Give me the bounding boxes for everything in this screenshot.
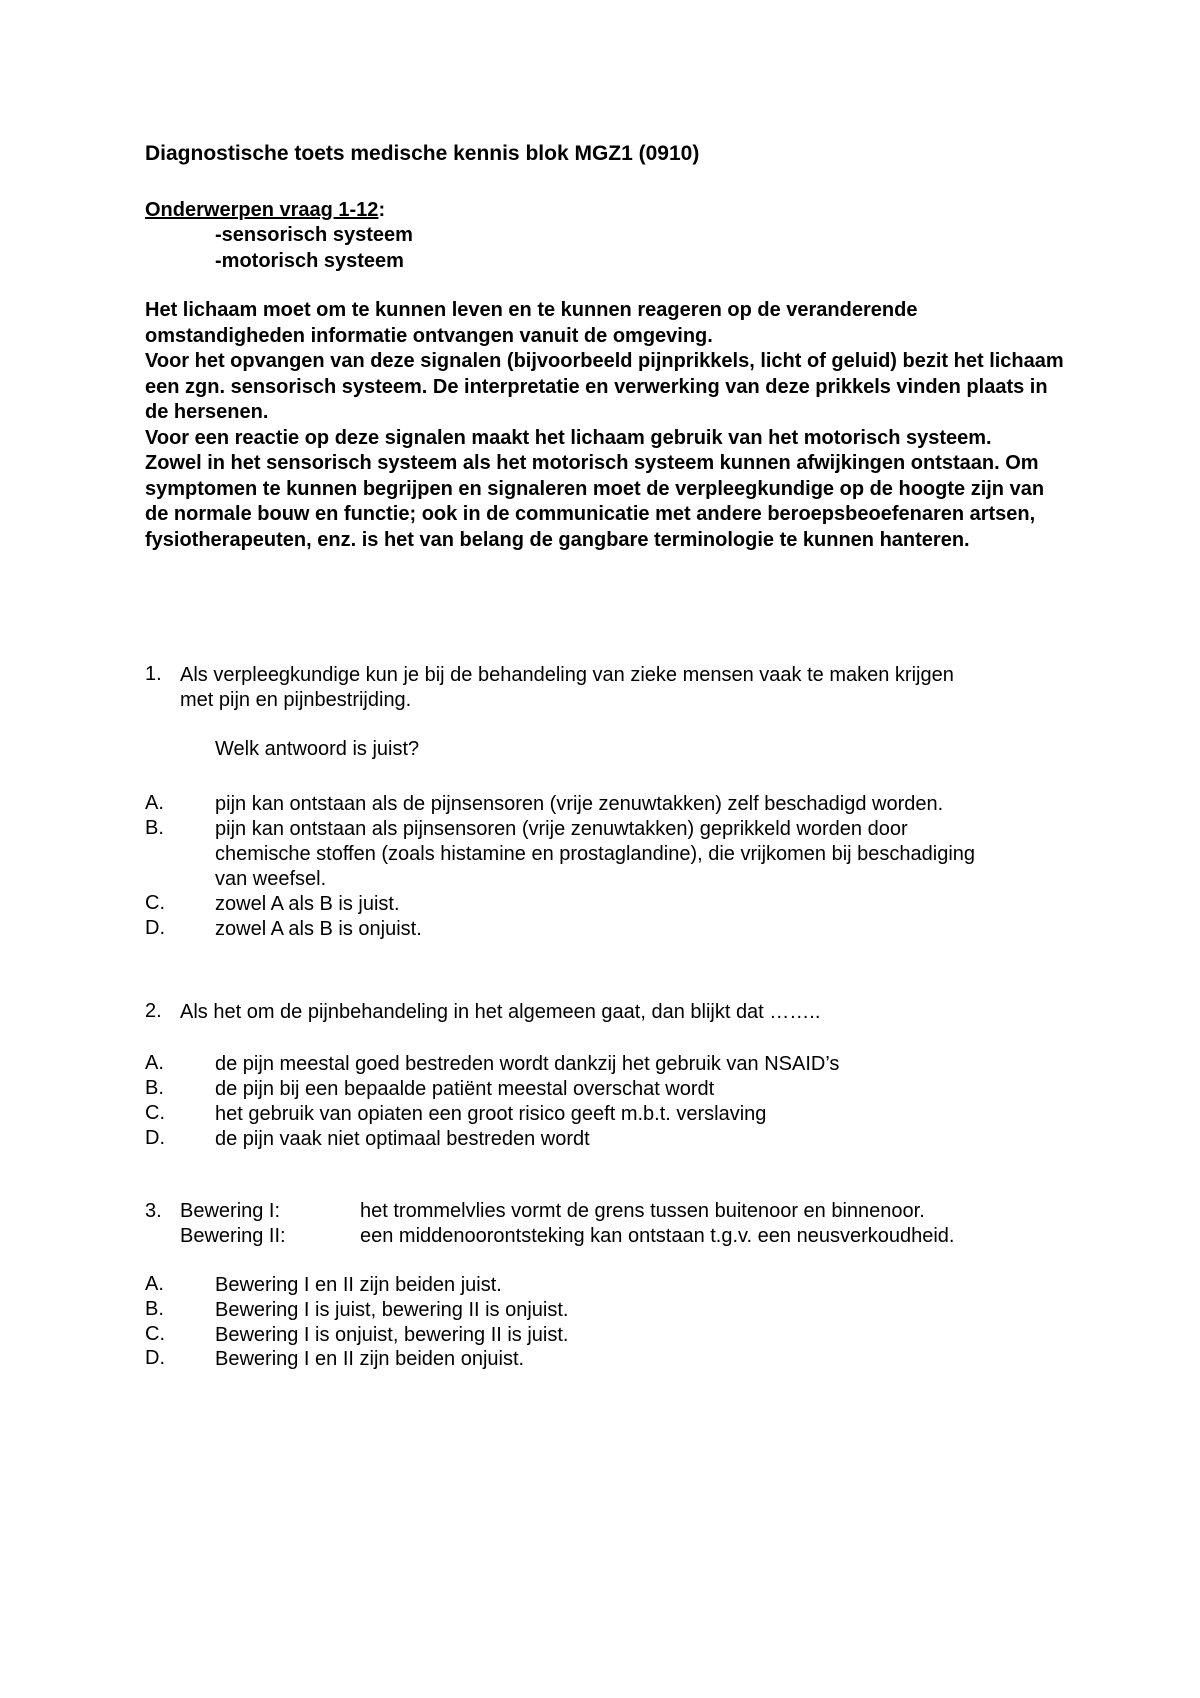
option-text: de pijn bij een bepaalde patiënt meestal overschat wordt: [215, 1078, 715, 1100]
option-letter: C.: [145, 1102, 165, 1124]
option-text: Bewering I en II zijn beiden juist.: [215, 1274, 502, 1296]
intro-paragraph: Het lichaam moet om te kunnen leven en te kunnen reageren op de veranderende omstandigheden informatie ontvangen vanuit de omgeving.: [145, 299, 918, 347]
option-letter: D.: [145, 1347, 165, 1369]
question-1-prompt: Welk antwoord is juist?: [215, 738, 420, 760]
option-letter: A.: [145, 1273, 164, 1295]
option-letter: D.: [145, 917, 165, 939]
statement-label: Bewering II:: [180, 1225, 286, 1247]
question-1-text: Als verpleegkundige kun je bij de behandeling van zieke mensen vaak te maken krijgen: [180, 664, 954, 686]
option-letter: C.: [145, 1323, 165, 1345]
option-text: chemische stoffen (zoals histamine en prostaglandine), die vrijkomen bij beschadiging: [215, 843, 976, 865]
option-text: pijn kan ontstaan als de pijnsensoren (vrije zenuwtakken) zelf beschadigd worden.: [215, 793, 944, 815]
option-letter: D.: [145, 1127, 165, 1149]
option-text: het gebruik van opiaten een groot risico geeft m.b.t. verslaving: [215, 1103, 767, 1125]
option-text: de pijn vaak niet optimaal bestreden wordt: [215, 1128, 590, 1150]
option-text: zowel A als B is juist.: [215, 893, 400, 915]
option-text: Bewering I is onjuist, bewering II is juist.: [215, 1324, 569, 1346]
statement-text: het trommelvlies vormt de grens tussen buitenoor en binnenoor.: [360, 1200, 925, 1222]
question-2-number: 2.: [145, 1000, 162, 1022]
intro-paragraph: Voor een reactie op deze signalen maakt het lichaam gebruik van het motorisch systeem.: [145, 426, 992, 449]
option-letter: B.: [145, 1077, 164, 1099]
statement-text: een middenoorontsteking kan ontstaan t.g.v. een neusverkoudheid.: [360, 1225, 955, 1247]
statement-label: Bewering I:: [180, 1200, 281, 1222]
option-text: Bewering I en II zijn beiden onjuist.: [215, 1348, 525, 1370]
question-1-text: met pijn en pijnbestrijding.: [180, 689, 412, 711]
question-1-number: 1.: [145, 663, 162, 685]
option-letter: C.: [145, 892, 165, 914]
option-text: pijn kan ontstaan als pijnsensoren (vrije zenuwtakken) geprikkeld worden door: [215, 818, 908, 840]
option-text: zowel A als B is onjuist.: [215, 918, 422, 940]
intro-paragraph: Zowel in het sensorisch systeem als het motorisch systeem kunnen afwijkingen ontstaan. Om symptomen te kunnen begrijpen en signaleren moet de verpleegkundige op de hoogte zijn van de normale bouw en functie; ook in de communicatie met andere beroepsbeoefenaren artsen, fysiotherapeuten, enz. is het van belang de gangbare terminologie te kunnen hanteren.: [145, 452, 1045, 551]
question-3-number: 3.: [145, 1200, 162, 1222]
topic-item: -motorisch systeem: [215, 250, 404, 272]
option-text: van weefsel.: [215, 868, 327, 890]
option-letter: A.: [145, 792, 164, 814]
topics-heading: [145, 199, 385, 222]
option-letter: B.: [145, 817, 164, 839]
question-2-text: Als het om de pijnbehandeling in het algemeen gaat, dan blijkt dat ……..: [180, 1001, 821, 1023]
option-letter: A.: [145, 1052, 164, 1074]
intro-paragraph: Voor het opvangen van deze signalen (bijvoorbeeld pijnprikkels, licht of geluid) bezit het lichaam een zgn. sensorisch systeem. De interpretatie en verwerking van deze prikkels vinden plaats in de hersenen.: [145, 350, 1064, 423]
option-text: Bewering I is juist, bewering II is onjuist.: [215, 1299, 569, 1321]
option-letter: B.: [145, 1298, 164, 1320]
topics-heading-label: Onderwerpen vraag 1-12: [145, 199, 379, 221]
topic-item: -sensorisch systeem: [215, 224, 413, 246]
page-title: Diagnostische toets medische kennis blok MGZ1 (0910): [145, 142, 700, 165]
option-text: de pijn meestal goed bestreden wordt dankzij het gebruik van NSAID’s: [215, 1053, 840, 1075]
topics-heading-colon: :: [378, 199, 386, 221]
intro-text: [145, 298, 1065, 553]
